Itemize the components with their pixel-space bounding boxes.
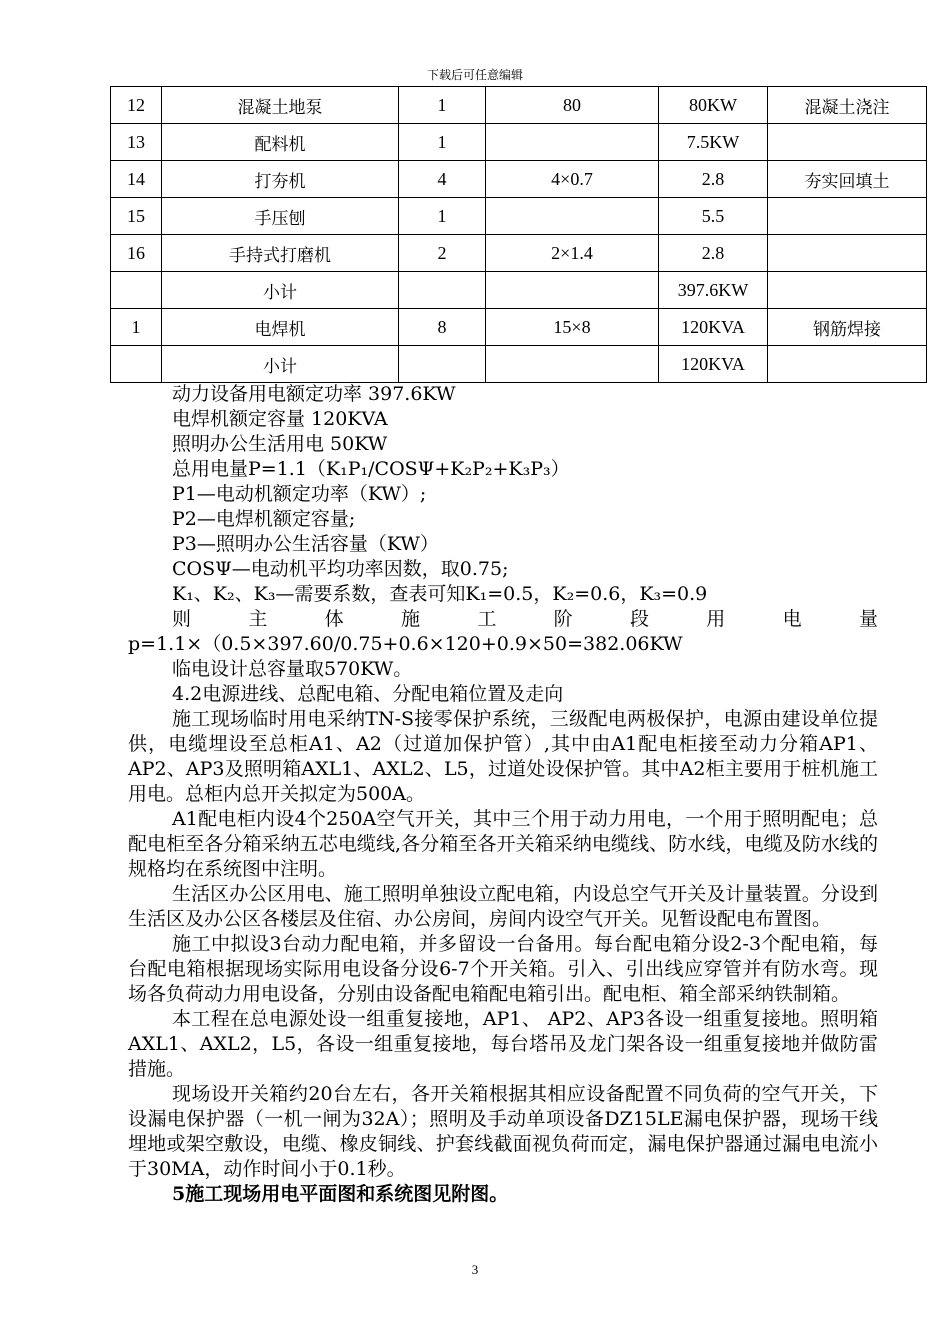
table-cell: 12 [111,87,162,124]
table-cell [486,346,659,383]
table-cell: 15 [111,198,162,235]
table-cell: 16 [111,235,162,272]
page-number: 3 [471,1262,479,1277]
table-cell: 2×1.4 [486,235,659,272]
word: 阶 [553,608,573,630]
table-cell: 4 [399,161,486,198]
text-line: P2—电焊机额定容量; [172,508,356,530]
table-cell: 8 [399,309,486,346]
table-row [111,87,927,124]
table-cell: 15×8 [486,309,659,346]
paragraph: 本工程在总电源处设一组重复接地，AP1、 AP2、AP3各设一组重复接地。照明箱AXL1、AXL2，L5，各设一组重复接地，每台塔吊及龙门架各设一组重复接地并做防雷措施。 [128,1008,878,1080]
table-cell [111,346,162,383]
paragraph: 现场设开关箱约20台左右，各开关箱根据其相应设备配置不同负荷的空气开关，下设漏电保护器（一机一闸为32A）；照明及手动单项设备DZ15LE漏电保护器，现场干线埋地或架空敷设，电缆、橡皮铜线、护套线截面视负荷而定，漏电保护器通过漏电电流小于30MA，动作时间小于0.1秒。 [128,1083,878,1180]
word: 主 [248,608,268,630]
table-cell [399,272,486,309]
table-cell: 配料机 [162,124,399,161]
table-cell: 13 [111,124,162,161]
word: 施 [400,608,420,630]
word: 工 [477,608,497,630]
table-cell [111,272,162,309]
table-cell [486,272,659,309]
table-row [111,272,927,309]
table-cell: 120KVA [659,346,768,383]
table-row [111,161,927,198]
text-line: 总用电量P=1.1（K₁P₁/COSΨ+K₂P₂+K₃P₃） [172,458,570,480]
table-cell: 混凝土地泵 [162,87,399,124]
table-cell: 7.5KW [659,124,768,161]
table-cell: 1 [399,87,486,124]
table-cell: 1 [399,198,486,235]
page-header: 下载后可任意编辑 [426,68,523,82]
paragraph: A1配电柜内设4个250A空气开关，其中三个用于动力用电，一个用于照明配电；总配电柜至各分箱采纳五芯电缆线,各分箱至各开关箱采纳电缆线、防水线，电缆及防水线的规格均在系统图中注明。 [128,808,878,880]
paragraph: 生活区办公区用电、施工照明单独设立配电箱，内设总空气开关及计量装置。分设到生活区及办公区各楼层及住宿、办公房间，房间内设空气开关。见暂设配电布置图。 [128,883,878,930]
paragraph: 施工现场临时用电采纳TN-S接零保护系统，三级配电两极保护，电源由建设单位提供，电缆埋设至总柜A1、A2（过道加保护管）,其中由A1配电柜接至动力分箱AP1、AP2、AP3及照明箱AXL1、AXL2、L5，过道处设保护管。其中A2柜主要用于桩机施工用电。总柜内总开关拟定为500A。 [128,708,878,805]
table-row [111,309,927,346]
document-body [128,382,878,1207]
text-line: P1—电动机额定功率（KW）; [172,483,427,505]
table-cell [768,235,927,272]
table-cell: 1 [111,309,162,346]
text-line: K₁、K₂、K₃—需要系数，查表可知K₁=0.5，K₂=0.6，K₃=0.9 [172,583,708,605]
table-cell: 5.5 [659,198,768,235]
section-heading: 5施工现场用电平面图和系统图见附图。 [172,1183,509,1205]
table-cell: 80KW [659,87,768,124]
table-row [111,235,927,272]
word: 则 [172,608,192,630]
table-cell: 混凝土浇注 [768,87,927,124]
formula-intro-line [128,607,878,632]
text-line: 动力设备用电额定功率 397.6KW [172,383,456,405]
table-cell: 手压刨 [162,198,399,235]
table-cell: 打夯机 [162,161,399,198]
table-cell: 120KVA [659,309,768,346]
word: 体 [324,608,344,630]
table-cell [768,346,927,383]
table-cell [768,198,927,235]
text-line: 照明办公生活用电 50KW [172,433,388,455]
table-row [111,198,927,235]
text-line: P3—照明办公生活容量（KW） [172,533,439,555]
table-cell: 小计 [162,272,399,309]
table-cell [486,198,659,235]
table-cell: 小计 [162,346,399,383]
table-cell: 2 [399,235,486,272]
table-cell: 夯实回填土 [768,161,927,198]
word: 电 [782,608,802,630]
text-line: COSΨ—电动机平均功率因数，取0.75; [172,558,509,580]
table-cell: 2.8 [659,161,768,198]
text-line: 电焊机额定容量 120KVA [172,408,388,430]
equipment-table [110,86,927,383]
table-row [111,124,927,161]
word: 段 [629,608,649,630]
table-cell: 80 [486,87,659,124]
table-cell [399,346,486,383]
table-cell: 4×0.7 [486,161,659,198]
word: 量 [858,608,878,630]
table-cell: 手持式打磨机 [162,235,399,272]
table-cell: 1 [399,124,486,161]
text-line: 临电设计总容量取570KW。 [172,658,413,680]
table-cell [768,272,927,309]
paragraph: 施工中拟设3台动力配电箱，并多留设一台备用。每台配电箱分设2-3个配电箱，每台配电箱根据现场实际用电设备分设6-7个开关箱。引入、引出线应穿管并有防水弯。现场各负荷动力用电设备，分别由设备配电箱配电箱引出。配电柜、箱全部采纳铁制箱。 [128,933,878,1005]
table-row [111,346,927,383]
table-cell [768,124,927,161]
table-cell: 397.6KW [659,272,768,309]
table-cell: 2.8 [659,235,768,272]
word: 用 [706,608,726,630]
table-cell: 电焊机 [162,309,399,346]
table-cell: 钢筋焊接 [768,309,927,346]
table-cell [486,124,659,161]
section-heading: 4.2电源进线、总配电箱、分配电箱位置及走向 [172,683,564,705]
formula-line: p=1.1×（0.5×397.60/0.75+0.6×120+0.9×50=382.06KW [128,633,683,655]
table-cell: 14 [111,161,162,198]
